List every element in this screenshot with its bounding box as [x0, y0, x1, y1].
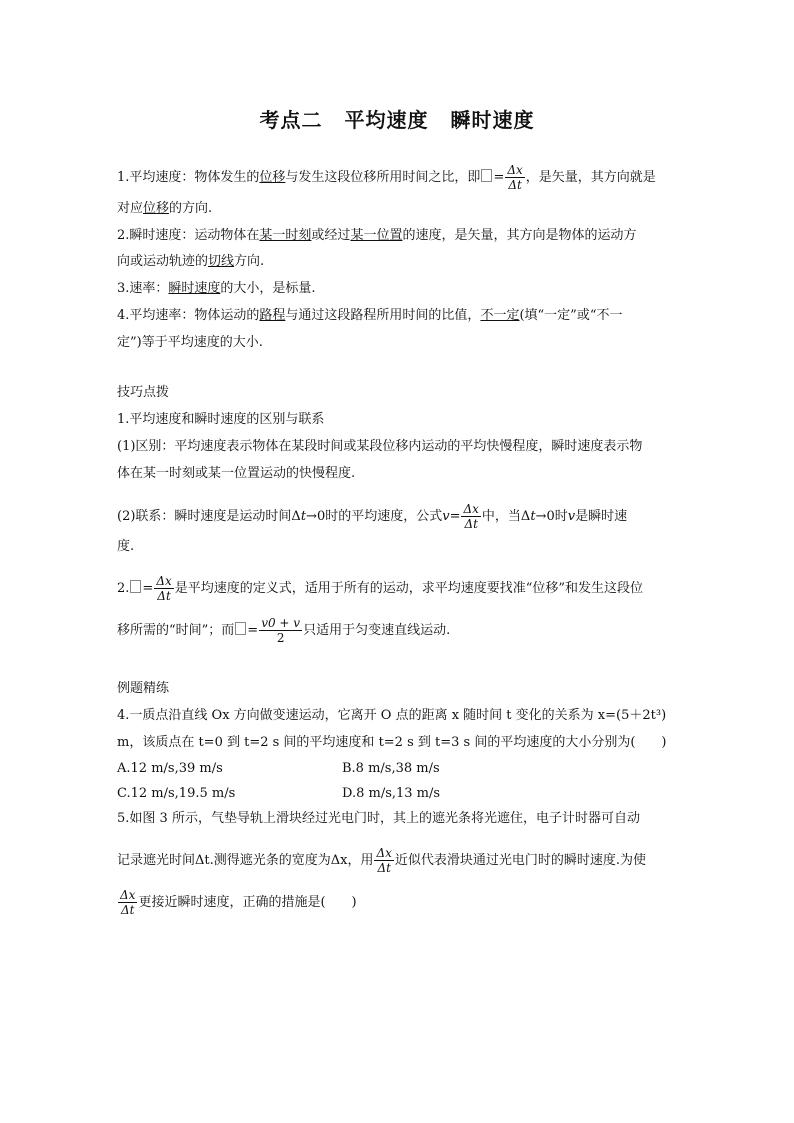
tips-item2-line1: 2. = $\frac{\Delta x}{\Delta t}$ 是平均速度的定义式，适用于所有的运动，求平均速度要找准“位移”和发生这段位	[117, 574, 644, 603]
title-part3: 瞬时速度	[450, 108, 535, 132]
page-title	[0, 104, 794, 133]
q4-option-c: C.12 m/s,19.5 m/s	[117, 786, 236, 801]
v-bar-symbol-icon	[481, 169, 492, 182]
fraction-dx-dt: $\frac{\Delta x}{\Delta t}$	[156, 574, 172, 603]
q5-line3: $\frac{\Delta x}{\Delta t}$ 更接近瞬时速度，正确的措施是( )	[120, 888, 357, 917]
tips-item1a-line1: (1)区别：平均速度表示物体在某段时间或某段位移内运动的平均快慢程度，瞬时速度表示物	[117, 439, 643, 454]
underlined-term: 位移	[259, 170, 286, 185]
underlined-term: 某一位置	[350, 228, 403, 243]
fraction-dx-dt: $\frac{\Delta x}{\Delta t}$	[463, 502, 479, 531]
def2-line1: 2.瞬时速度：运动物体在某一时刻或经过某一位置的速度，是矢量，其方向是物体的运动方	[117, 228, 637, 243]
q4-option-a: A.12 m/s,39 m/s	[117, 761, 223, 776]
underlined-term: 瞬时速度	[168, 281, 221, 296]
underlined-term: 某一时刻	[259, 228, 312, 243]
def4-line2: 定”)等于平均速度的大小.	[117, 335, 263, 350]
title-part2: 平均速度	[344, 108, 429, 132]
tips-item1b-line1: (2)联系：瞬时速度是运动时间Δt→0时的平均速度，公式v= $\frac{\Delta x}{\Delta t}$ 中，当Δt→0时v是瞬时速	[117, 502, 628, 531]
underlined-term: 切线	[208, 254, 235, 269]
fraction-dx-dt: $\frac{\Delta x}{\Delta t}$	[376, 846, 392, 875]
tips-item2-line2: 移所需的“时间”；而 = $\frac{v0 + v}{2}$ 只适用于匀变速直线运动.	[117, 616, 451, 645]
q4-line1: 4.一质点沿直线 Ox 方向做变速运动，它离开 O 点的距离 x 随时间 t 变化的关系为 x=(5＋2t³)	[117, 708, 667, 723]
v-bar-symbol-icon	[130, 580, 141, 593]
q4-option-b: B.8 m/s,38 m/s	[342, 761, 440, 776]
underlined-term: 不一定	[480, 308, 520, 323]
q5-line1: 5.如图 3 所示，气垫导轨上滑块经过光电门时，其上的遮光条将光遮住，电子计时器可自动	[117, 811, 640, 826]
title-part1: 考点二	[259, 108, 323, 132]
q4-line2: m，该质点在 t=0 到 t=2 s 间的平均速度和 t=2 s 到 t=3 s 间的平均速度的大小分别为( )	[117, 735, 667, 750]
tips-heading: 技巧点拨	[117, 385, 170, 400]
fraction-dx-dt: $\frac{\Delta x}{\Delta t}$	[507, 163, 523, 192]
examples-heading: 例题精练	[117, 681, 170, 696]
tips-item1b-line2: 度.	[117, 539, 135, 554]
def1-line1: 1.平均速度：物体发生的位移与发生这段位移所用时间之比，即 = $\frac{\Delta x}{\Delta t}$ ，是矢量，其方向就是	[117, 163, 656, 192]
fraction-dx-dt: $\frac{\Delta x}{\Delta t}$	[120, 888, 136, 917]
underlined-term: 位移	[143, 201, 170, 216]
tips-item1: 1.平均速度和瞬时速度的区别与联系	[117, 412, 325, 427]
fraction-v0-plus-v-over-2: $\frac{v0 + v}{2}$	[261, 616, 301, 645]
q5-line2: 记录遮光时间Δt.测得遮光条的宽度为Δx，用 $\frac{\Delta x}{\Delta t}$ 近似代表滑块通过光电门时的瞬时速度.为使	[117, 846, 647, 875]
q4-option-d: D.8 m/s,13 m/s	[342, 786, 441, 801]
def2-line2: 向或运动轨迹的切线方向.	[117, 254, 265, 269]
def1-line2: 对应位移的方向.	[117, 201, 213, 216]
v-bar-symbol-icon	[235, 622, 246, 635]
def3-line: 3.速率：瞬时速度的大小，是标量.	[117, 281, 316, 296]
def4-line1: 4.平均速率：物体运动的路程与通过这段路程所用时间的比值，不一定(填“一定”或“不一	[117, 308, 623, 323]
tips-item1a-line2: 体在某一时刻或某一位置运动的快慢程度.	[117, 466, 356, 481]
underlined-term: 路程	[259, 308, 286, 323]
